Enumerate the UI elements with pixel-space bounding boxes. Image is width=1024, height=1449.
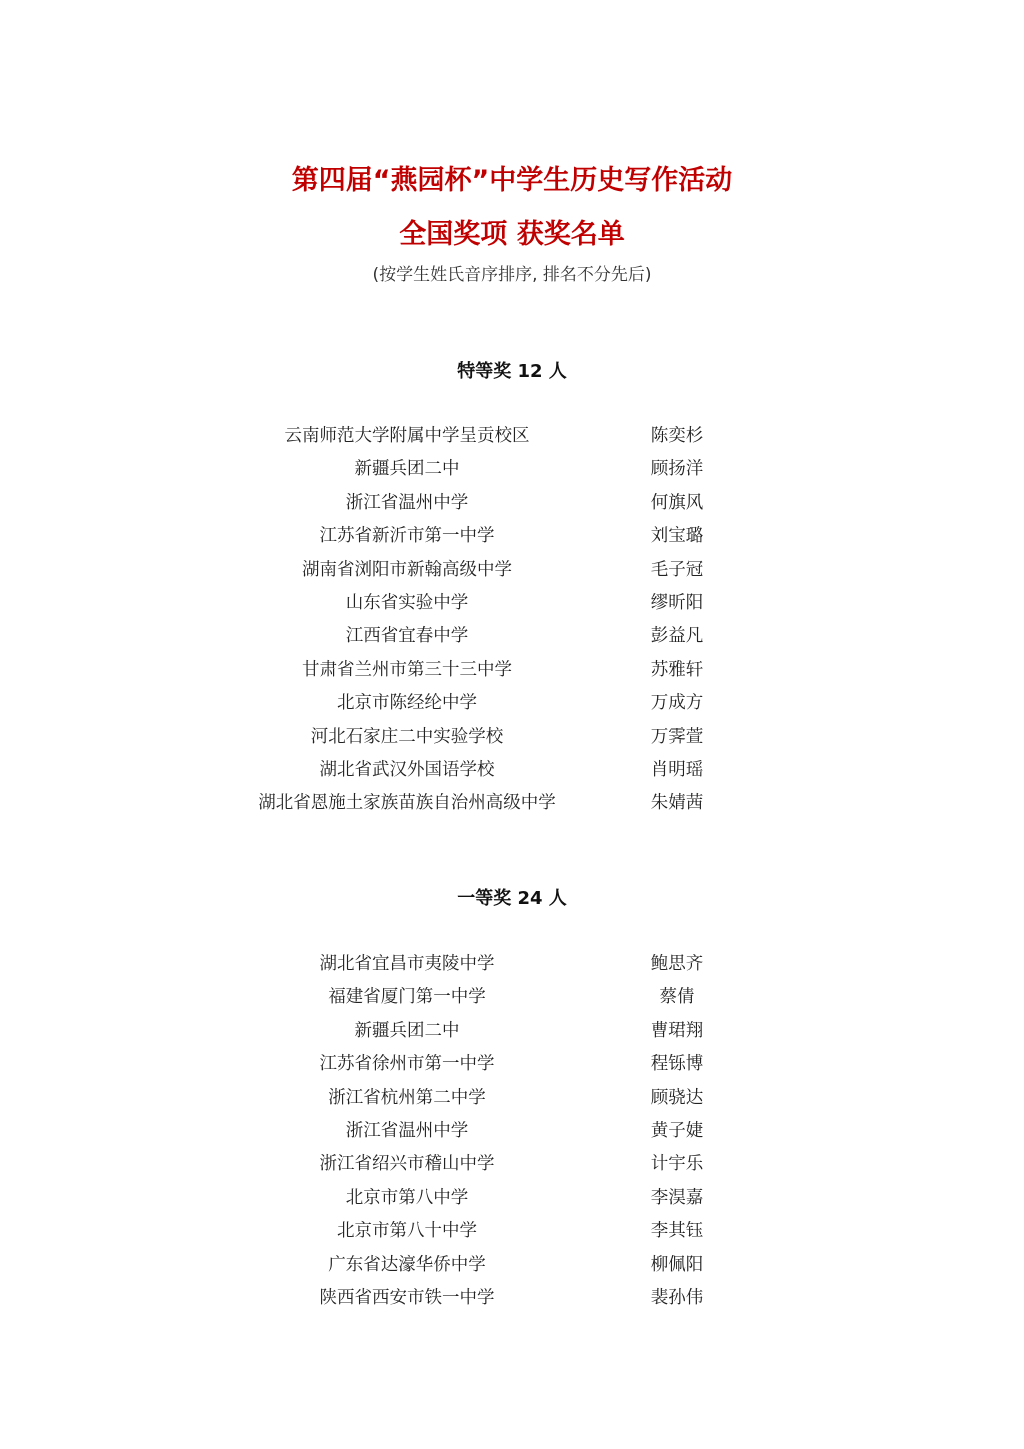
school-name: 北京市第八中学 bbox=[345, 1187, 469, 1208]
student-name: 李淏嘉 bbox=[650, 1187, 704, 1208]
student-name: 苏雅轩 bbox=[650, 659, 704, 680]
student-name: 顾骁达 bbox=[650, 1087, 704, 1108]
winner-row bbox=[0, 950, 1024, 983]
winner-row bbox=[0, 1284, 1024, 1317]
school-name: 北京市陈经纶中学 bbox=[337, 693, 477, 714]
student-name: 计宇乐 bbox=[650, 1154, 704, 1175]
school-name: 广东省达濠华侨中学 bbox=[328, 1254, 486, 1275]
first-prize-list bbox=[0, 950, 1024, 1317]
winner-row bbox=[0, 455, 1024, 488]
school-name: 浙江省杭州第二中学 bbox=[328, 1087, 486, 1108]
winner-row bbox=[0, 1017, 1024, 1050]
student-name: 万霁萱 bbox=[650, 726, 704, 747]
school-name: 浙江省温州中学 bbox=[345, 492, 469, 513]
student-name: 肖明瑶 bbox=[650, 759, 704, 780]
school-name: 北京市第八十中学 bbox=[337, 1221, 477, 1242]
student-name: 刘宝璐 bbox=[650, 526, 704, 547]
school-name: 浙江省温州中学 bbox=[345, 1120, 469, 1141]
school-name: 河北石家庄二中实验学校 bbox=[310, 726, 504, 747]
student-name: 彭益凡 bbox=[650, 626, 704, 647]
document-subtitle: 全国奖项 获奖名单 bbox=[399, 219, 625, 250]
winner-row bbox=[0, 689, 1024, 722]
winner-row bbox=[0, 756, 1024, 789]
school-name: 新疆兵团二中 bbox=[354, 459, 460, 480]
winner-row bbox=[0, 1184, 1024, 1217]
school-name: 湖北省宜昌市夷陵中学 bbox=[319, 954, 495, 974]
student-name: 李其钰 bbox=[650, 1221, 704, 1242]
student-name: 裴孙伟 bbox=[650, 1287, 704, 1308]
student-name: 顾扬洋 bbox=[650, 459, 704, 480]
student-name: 毛子冠 bbox=[650, 559, 704, 580]
school-name: 江西省宜春中学 bbox=[345, 626, 469, 647]
winner-row bbox=[0, 1217, 1024, 1250]
winner-row bbox=[0, 489, 1024, 522]
section-heading-special-prize: 特等奖 12 人 bbox=[457, 361, 567, 382]
school-name: 江苏省新沂市第一中学 bbox=[319, 526, 495, 547]
winner-row bbox=[0, 589, 1024, 622]
school-name: 云南师范大学附属中学呈贡校区 bbox=[284, 426, 530, 446]
document-title: 第四届“燕园杯”中学生历史写作活动 bbox=[291, 165, 733, 196]
winner-row bbox=[0, 723, 1024, 756]
student-name: 朱婧茜 bbox=[650, 793, 704, 814]
section-heading-first-prize: 一等奖 24 人 bbox=[457, 888, 567, 909]
student-name: 柳佩阳 bbox=[650, 1254, 704, 1275]
student-name: 缪昕阳 bbox=[650, 592, 704, 613]
student-name: 黄子婕 bbox=[650, 1120, 704, 1141]
school-name: 福建省厦门第一中学 bbox=[328, 987, 486, 1008]
sorting-note: (按学生姓氏音序排序, 排名不分先后) bbox=[372, 265, 652, 285]
student-name: 蔡倩 bbox=[659, 987, 695, 1008]
winner-row bbox=[0, 983, 1024, 1016]
winner-row bbox=[0, 1150, 1024, 1183]
winner-row bbox=[0, 1117, 1024, 1150]
winner-row bbox=[0, 422, 1024, 455]
student-name: 程铄博 bbox=[650, 1054, 704, 1075]
student-name: 何旗风 bbox=[650, 492, 704, 513]
school-name: 湖北省武汉外国语学校 bbox=[319, 759, 495, 780]
winner-row bbox=[0, 789, 1024, 822]
school-name: 甘肃省兰州市第三十三中学 bbox=[302, 659, 512, 680]
student-name: 陈奕杉 bbox=[650, 426, 704, 446]
student-name: 鲍思齐 bbox=[650, 954, 704, 974]
special-prize-list bbox=[0, 422, 1024, 823]
school-name: 陕西省西安市铁一中学 bbox=[319, 1287, 495, 1308]
student-name: 曹珺翔 bbox=[650, 1020, 704, 1041]
winner-row bbox=[0, 556, 1024, 589]
winner-row bbox=[0, 656, 1024, 689]
winner-row bbox=[0, 522, 1024, 555]
winner-row bbox=[0, 1050, 1024, 1083]
school-name: 江苏省徐州市第一中学 bbox=[319, 1054, 495, 1075]
school-name: 新疆兵团二中 bbox=[354, 1020, 460, 1041]
school-name: 湖北省恩施土家族苗族自治州高级中学 bbox=[258, 793, 556, 814]
winner-row bbox=[0, 1084, 1024, 1117]
school-name: 浙江省绍兴市稽山中学 bbox=[319, 1154, 495, 1175]
winner-row bbox=[0, 622, 1024, 655]
school-name: 山东省实验中学 bbox=[345, 592, 469, 613]
school-name: 湖南省浏阳市新翰高级中学 bbox=[302, 559, 512, 580]
student-name: 万成方 bbox=[650, 693, 704, 714]
winner-row bbox=[0, 1251, 1024, 1284]
